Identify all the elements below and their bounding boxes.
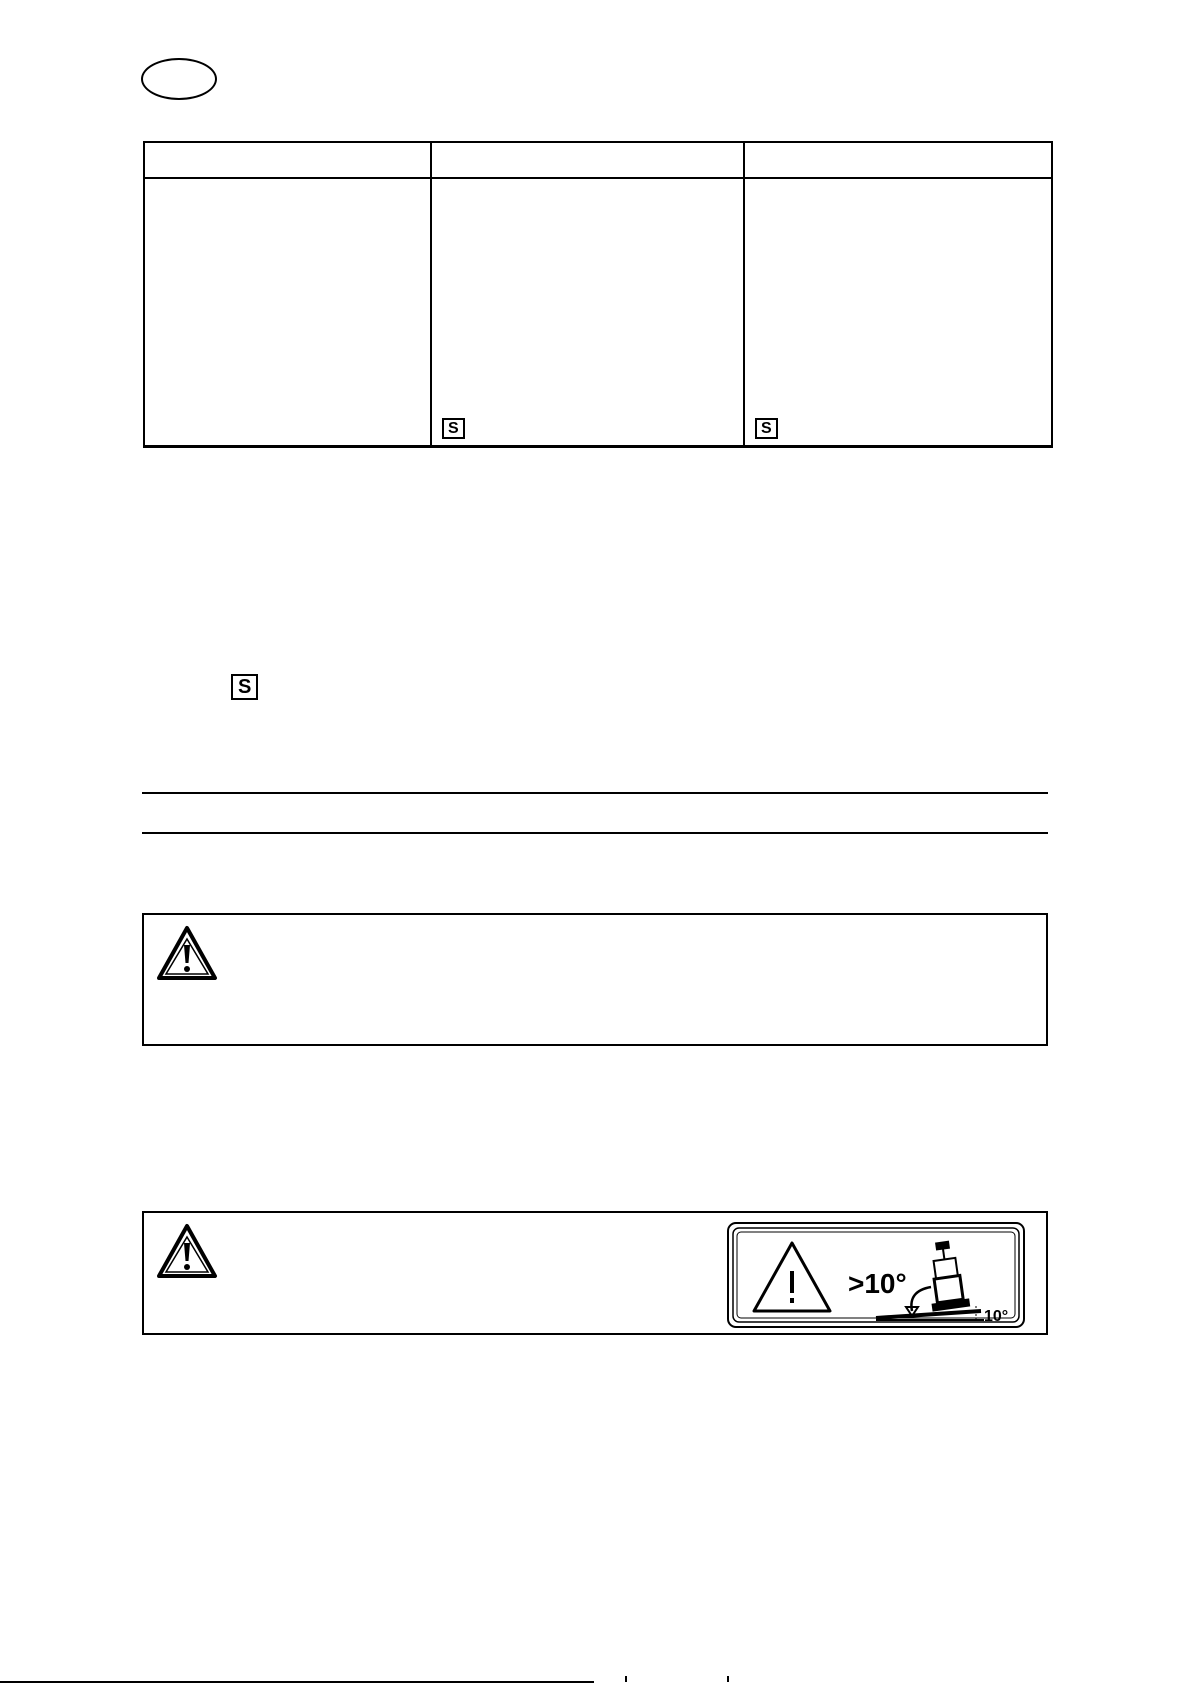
paragraph-s-marker: S bbox=[231, 674, 258, 700]
section-rule-top bbox=[142, 792, 1048, 794]
footer-line bbox=[0, 1681, 594, 1683]
warning-triangle-icon bbox=[156, 925, 218, 981]
warning-box-1 bbox=[142, 913, 1048, 1046]
s-marker: S bbox=[442, 418, 465, 439]
spec-table-header-3 bbox=[744, 142, 1052, 178]
warning-box-2 bbox=[142, 1211, 1048, 1335]
language-badge bbox=[141, 58, 217, 100]
spec-table bbox=[143, 141, 1053, 448]
spec-table-header-1 bbox=[144, 142, 431, 178]
spec-table-cell-3 bbox=[744, 178, 1052, 447]
tilt-warning-decal bbox=[726, 1221, 1026, 1329]
spec-table-cell-2 bbox=[431, 178, 744, 447]
s-marker: S bbox=[755, 418, 778, 439]
decal-angle-label: >10° bbox=[848, 1268, 907, 1299]
section-rule-bottom bbox=[142, 832, 1048, 834]
spec-table-header-row bbox=[144, 142, 1052, 178]
spec-table-row bbox=[144, 178, 1052, 447]
warning-triangle-icon bbox=[156, 1223, 218, 1279]
decal-machine-icon bbox=[923, 1239, 970, 1312]
footer-tick bbox=[727, 1676, 735, 1682]
footer-tick bbox=[625, 1676, 633, 1682]
decal-small-angle-label: 10° bbox=[984, 1308, 1009, 1325]
spec-table-cell-1 bbox=[144, 178, 431, 447]
spec-table-header-2 bbox=[431, 142, 744, 178]
